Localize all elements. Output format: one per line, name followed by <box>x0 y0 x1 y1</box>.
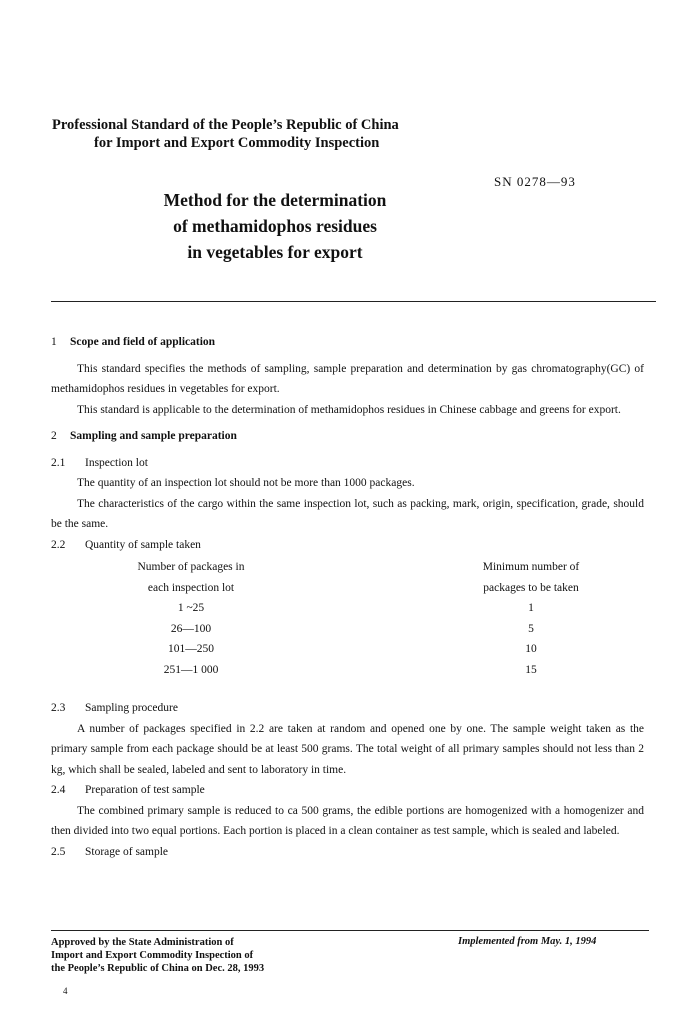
header-line-1: Professional Standard of the People’s Republic of China <box>52 117 399 133</box>
header-line-2: for Import and Export Commodity Inspection <box>94 135 380 151</box>
subsection-title: Quantity of sample taken <box>85 538 201 551</box>
implementation-date: Implemented from May. 1, 1994 <box>458 936 597 947</box>
subsection-number: 2.4 <box>51 784 66 796</box>
paragraph: The quantity of an inspection lot should not be more than 1000 packages. <box>77 477 415 489</box>
page-number: 4 <box>63 986 68 996</box>
title-line-2: of methamidophos residues <box>173 216 377 236</box>
table-cell: 1 ~25 <box>177 602 205 614</box>
approval-line-3: the People’s Republic of China on Dec. 28, 1993 <box>51 963 265 974</box>
title-line-1: Method for the determination <box>163 190 387 210</box>
table-row <box>91 598 601 619</box>
standard-header <box>52 116 399 152</box>
section-number: 1 <box>51 336 57 348</box>
table-row <box>91 619 601 640</box>
table-cell: 251—1 000 <box>163 663 219 676</box>
section-title: Sampling and sample preparation <box>70 430 237 442</box>
paragraph: This standard specifies the methods of sampling, sample preparation and determination by gas chromatography(GC) of methamidophos residues in vegetables for export. <box>51 362 644 395</box>
subsection-title: Preparation of test sample <box>85 784 205 796</box>
table-cell: 1 <box>528 602 534 614</box>
table-cell: 101—250 <box>168 643 214 655</box>
table-cell: 15 <box>525 663 537 676</box>
approval-line-2: Import and Export Commodity Inspection of <box>51 950 254 961</box>
approval-line-1: Approved by the State Administration of <box>51 937 234 948</box>
column-header: Number of packages in <box>137 561 245 573</box>
paragraph: The combined primary sample is reduced to ca 500 grams, the edible portions are homogenized with a homogenizer and then divided into two equal portions. Each portion is placed in a clean container as test sample, which is sealed and labeled. <box>51 804 644 837</box>
section-number: 2 <box>51 430 57 442</box>
subsection-2-1-heading <box>51 453 644 474</box>
subsection-title: Storage of sample <box>85 845 169 858</box>
section-2-heading <box>51 426 644 447</box>
table-header-row <box>91 557 601 578</box>
column-header: Minimum number of <box>482 561 580 573</box>
table-cell: 10 <box>525 643 537 655</box>
title-line-3: in vegetables for export <box>187 242 363 262</box>
subsection-number: 2.3 <box>51 702 66 714</box>
title-divider <box>51 301 656 302</box>
subsection-2-2-heading <box>51 535 644 556</box>
table-header-row <box>91 578 601 599</box>
subsection-number: 2.1 <box>51 456 66 469</box>
table-row <box>91 660 601 681</box>
subsection-number: 2.2 <box>51 538 66 551</box>
table-cell: 5 <box>528 622 534 635</box>
paragraph: A number of packages specified in 2.2 are taken at random and opened one by one. The sample weight taken as the primary sample from each package should be at least 500 grams. The total weight of all primary samples should not less than 2 kg, which shall be sealed, labeled and sent to laboratory in time. <box>51 722 644 776</box>
table-cell: 26—100 <box>170 622 212 635</box>
document-body <box>51 332 644 862</box>
column-header: each inspection lot <box>147 581 235 594</box>
subsection-2-4-heading <box>51 780 644 801</box>
subsection-2-5-heading <box>51 842 644 863</box>
section-title: Scope and field of application <box>70 336 216 348</box>
section-1-heading <box>51 332 644 353</box>
subsection-title: Sampling procedure <box>85 702 178 714</box>
column-header: packages to be taken <box>483 581 579 594</box>
standard-code: SN 0278—93 <box>494 174 576 189</box>
paragraph: The characteristics of the cargo within the same inspection lot, such as packing, mark, origin, specification, grade, should be the same. <box>51 497 644 530</box>
footer-divider <box>51 930 649 931</box>
paragraph: This standard is applicable to the determination of methamidophos residues in Chinese cabbage and greens for export. <box>77 403 621 416</box>
subsection-2-3-heading <box>51 698 644 719</box>
document-title <box>140 187 410 265</box>
table-row <box>91 639 601 660</box>
approval-note <box>51 936 264 975</box>
subsection-number: 2.5 <box>51 845 66 858</box>
sample-quantity-table <box>91 557 601 680</box>
subsection-title: Inspection lot <box>85 456 148 469</box>
